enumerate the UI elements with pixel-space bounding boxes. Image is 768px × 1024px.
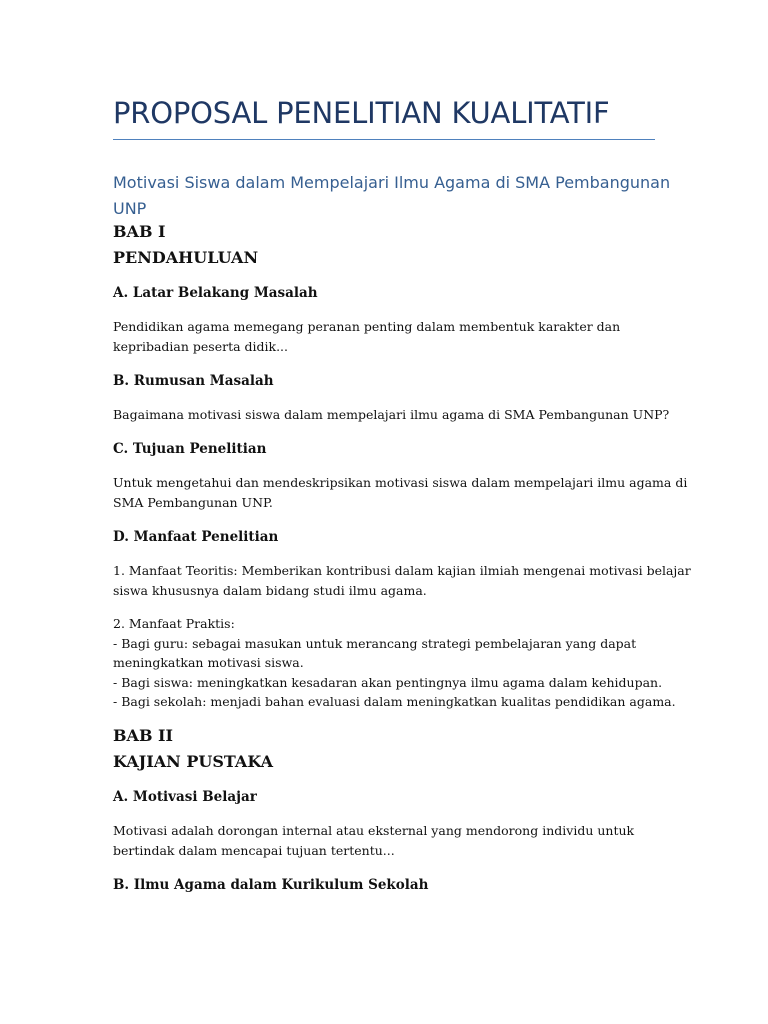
- paragraph-latar-belakang: [113, 317, 658, 356]
- paragraph-line: siswa khususnya dalam bidang studi ilmu agama.: [113, 582, 427, 598]
- section-heading-tujuan-penelitian: C. Tujuan Penelitian: [113, 441, 267, 457]
- paragraph-manfaat-teoritis: [113, 561, 691, 600]
- subtitle-line: UNP: [113, 199, 147, 218]
- chapter-title: PENDAHULUAN: [113, 248, 259, 267]
- document-subtitle: [113, 170, 671, 222]
- title-underline: [113, 139, 655, 140]
- paragraph-line: 1. Manfaat Teoritis: Memberikan kontribusi dalam kajian ilmiah mengenai motivasi belajar: [113, 563, 691, 578]
- paragraph-line: - Bagi sekolah: menjadi bahan evaluasi dalam meningkatkan kualitas pendidikan agama.: [113, 694, 676, 709]
- chapter-title: KAJIAN PUSTAKA: [113, 752, 273, 771]
- section-heading-latar-belakang: A. Latar Belakang Masalah: [113, 285, 318, 301]
- paragraph-tujuan-penelitian: [113, 473, 688, 512]
- paragraph-rumusan-masalah: [113, 405, 670, 425]
- paragraph-line: - Bagi guru: sebagai masukan untuk merancang strategi pembelajaran yang dapat: [113, 635, 637, 651]
- section-heading-ilmu-agama-kurikulum: B. Ilmu Agama dalam Kurikulum Sekolah: [113, 877, 429, 893]
- paragraph-line: meningkatkan motivasi siswa.: [113, 655, 304, 670]
- section-heading-manfaat-penelitian: D. Manfaat Penelitian: [113, 529, 279, 545]
- paragraph-line: Motivasi adalah dorongan internal atau eksternal yang mendorong individu untuk: [113, 823, 635, 838]
- paragraph-line: Bagaimana motivasi siswa dalam mempelajari ilmu agama di SMA Pembangunan UNP?: [113, 407, 670, 422]
- paragraph-manfaat-praktis: [113, 614, 676, 712]
- paragraph-motivasi-belajar: [113, 821, 658, 860]
- chapter-heading-bab-1: [113, 219, 613, 271]
- paragraph-line: Pendidikan agama memegang peranan penting dalam membentuk karakter dan: [113, 319, 621, 334]
- paragraph-line: 2. Manfaat Praktis:: [113, 616, 235, 631]
- section-heading-motivasi-belajar: A. Motivasi Belajar: [113, 789, 257, 805]
- section-heading-rumusan-masalah: B. Rumusan Masalah: [113, 373, 274, 389]
- chapter-heading-bab-2: [113, 723, 613, 775]
- document-title: PROPOSAL PENELITIAN KUALITATIF: [113, 96, 610, 130]
- chapter-number: BAB II: [113, 726, 173, 745]
- paragraph-line: SMA Pembangunan UNP.: [113, 494, 273, 510]
- paragraph-line: Untuk mengetahui dan mendeskripsikan motivasi siswa dalam mempelajari ilmu agama di: [113, 475, 688, 490]
- paragraph-line: - Bagi siswa: meningkatkan kesadaran akan pentingnya ilmu agama dalam kehidupan.: [113, 674, 663, 690]
- subtitle-line: Motivasi Siswa dalam Mempelajari Ilmu Agama di SMA Pembangunan: [113, 173, 671, 192]
- paragraph-line: bertindak dalam mencapai tujuan tertentu...: [113, 842, 395, 858]
- chapter-number: BAB I: [113, 222, 166, 241]
- paragraph-line: kepribadian peserta didik...: [113, 338, 289, 354]
